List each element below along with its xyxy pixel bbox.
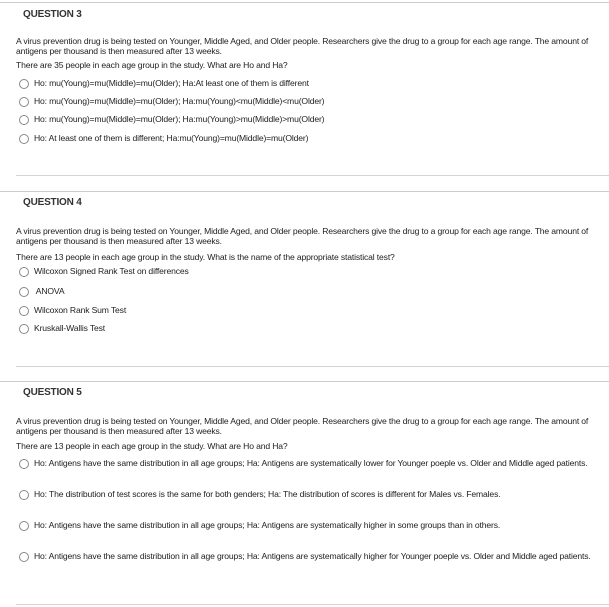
question-title: QUESTION 3 <box>23 9 82 20</box>
divider <box>0 191 609 192</box>
radio-button[interactable] <box>19 115 29 125</box>
answer-option[interactable] <box>19 285 594 298</box>
answer-option[interactable] <box>19 77 594 90</box>
option-label: Ho: Antigens have the same distribution in all age groups; Ha: Antigens are systematically lower for Younger poeple vs. Older and Middle aged patients. <box>34 458 588 468</box>
radio-button[interactable] <box>19 134 29 144</box>
answer-option[interactable] <box>19 113 594 126</box>
option-label: Kruskall-Wallis Test <box>34 323 106 333</box>
question-text: A virus prevention drug is being tested on Younger, Middle Aged, and Older people. Researchers give the drug to a group for each age range. The amount of antigens per thousand is then measured after 13 weeks. <box>16 36 589 56</box>
option-label: ANOVA <box>34 286 65 296</box>
option-label: Wilcoxon Rank Sum Test <box>34 305 127 315</box>
answer-option[interactable] <box>19 132 594 145</box>
radio-button[interactable] <box>19 287 29 297</box>
answer-option[interactable] <box>19 488 594 501</box>
answer-option[interactable] <box>19 265 594 278</box>
divider <box>16 604 609 605</box>
radio-button[interactable] <box>19 521 29 531</box>
radio-button[interactable] <box>19 267 29 277</box>
answer-option[interactable] <box>19 519 594 532</box>
radio-button[interactable] <box>19 459 29 469</box>
option-label: Ho: Antigens have the same distribution in all age groups; Ha: Antigens are systematically higher for Younger poeple vs. Older and Middle aged patients. <box>34 551 591 561</box>
option-label: Ho: mu(Young)=mu(Middle)=mu(Older); Ha:At least one of them is different <box>34 78 309 88</box>
question-text: A virus prevention drug is being tested on Younger, Middle Aged, and Older people. Researchers give the drug to a group for each age range. The amount of antigens per thousand is then measured after 13 weeks. <box>16 226 589 246</box>
option-label: Ho: Antigens have the same distribution in all age groups; Ha: Antigens are systematically higher in some groups than in others. <box>34 520 501 530</box>
divider <box>16 366 609 367</box>
answer-option[interactable] <box>19 322 594 335</box>
radio-button[interactable] <box>19 306 29 316</box>
answer-option[interactable] <box>19 550 594 563</box>
answer-option[interactable] <box>19 457 594 470</box>
question-title: QUESTION 5 <box>23 387 82 398</box>
answer-option[interactable] <box>19 304 594 317</box>
option-label: Ho: mu(Young)=mu(Middle)=mu(Older); Ha:mu(Young)>mu(Middle)>mu(Older) <box>34 114 325 124</box>
radio-button[interactable] <box>19 490 29 500</box>
radio-button[interactable] <box>19 552 29 562</box>
question-prompt: There are 13 people in each age group in the study. What are Ho and Ha? <box>16 441 288 451</box>
question-prompt: There are 13 people in each age group in the study. What is the name of the appropriate statistical test? <box>16 252 395 262</box>
radio-button[interactable] <box>19 79 29 89</box>
option-label: Ho: The distribution of test scores is the same for both genders; Ha: The distribution of scores is different for Males vs. Females. <box>34 489 501 499</box>
answer-option[interactable] <box>19 95 594 108</box>
option-label: Ho: At least one of them is different; Ha:mu(Young)=mu(Middle)=mu(Older) <box>34 133 309 143</box>
option-label: Ho: mu(Young)=mu(Middle)=mu(Older); Ha:mu(Young)<mu(Middle)<mu(Older) <box>34 96 325 106</box>
divider <box>0 2 609 3</box>
question-text: A virus prevention drug is being tested on Younger, Middle Aged, and Older people. Researchers give the drug to a group for each age range. The amount of antigens per thousand is then measured after 13 weeks. <box>16 416 589 436</box>
option-label: Wilcoxon Signed Rank Test on differences <box>34 266 189 276</box>
radio-button[interactable] <box>19 324 29 334</box>
divider <box>16 175 609 176</box>
question-prompt: There are 35 people in each age group in the study. What are Ho and Ha? <box>16 60 288 70</box>
question-title: QUESTION 4 <box>23 197 82 208</box>
radio-button[interactable] <box>19 97 29 107</box>
divider <box>0 381 609 382</box>
